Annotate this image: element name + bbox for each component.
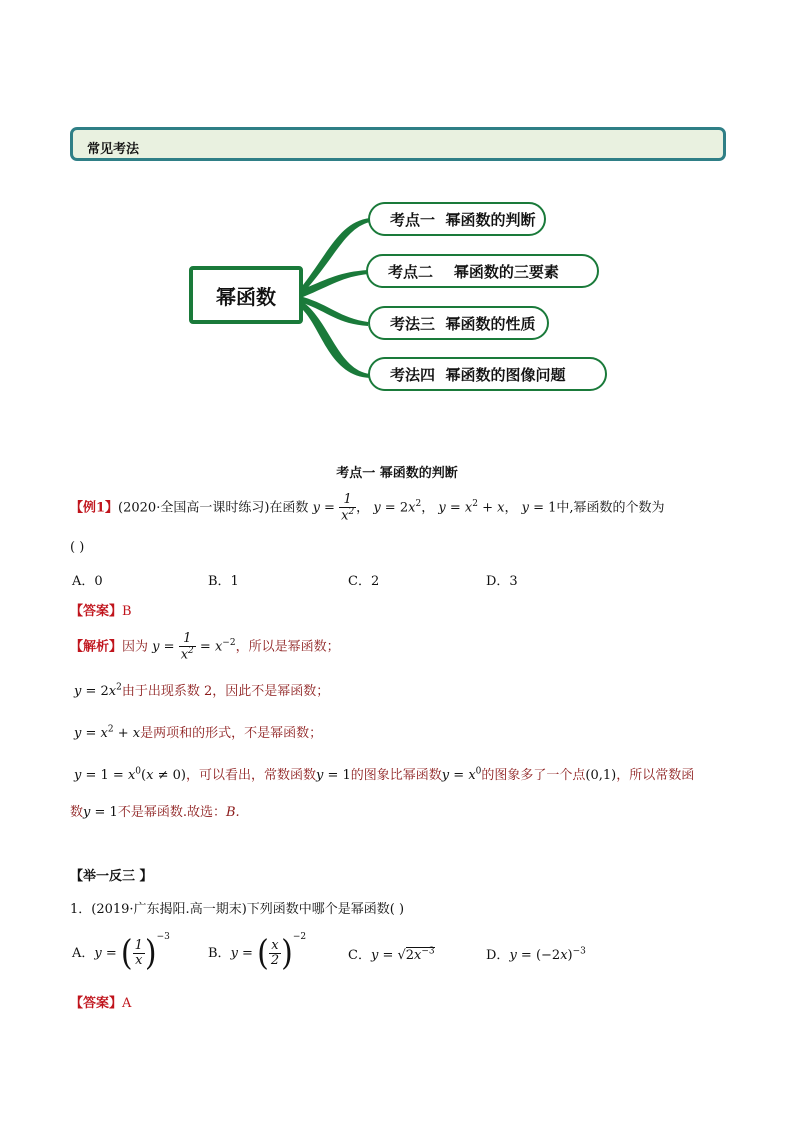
example-blank: ( ) bbox=[70, 540, 85, 555]
practice-question-1: 1．(2019·广东揭阳.高一期末)下列函数中哪个是幂函数( ) bbox=[70, 902, 405, 917]
analysis-label: 【解析】 bbox=[70, 639, 123, 655]
example-source: (2020·全国高一课时练习)在函数 bbox=[118, 500, 309, 516]
analysis-line-5: 数y = 1不是幂函数.故选：B. bbox=[70, 805, 240, 820]
mindmap-branch-4: 考法四 幂函数的图像问题 bbox=[368, 357, 607, 391]
mindmap-root: 幂函数 bbox=[189, 266, 303, 324]
topic-heading: 考点一 幂函数的判断 bbox=[336, 466, 458, 481]
mindmap-branch-2: 考点二 幂函数的三要素 bbox=[366, 254, 599, 288]
practice-option-d: D．$y = (-2x)^{-3}$ bbox=[486, 946, 586, 963]
example-question: 【例1】(2020·全国高一课时练习)在函数 y = $\frac{1}{x^2}$ ， $y = 2x^2$， $y = x^2 + x$， y = 1中,幂函数的个数为 bbox=[70, 492, 665, 523]
mindmap-branch-1: 考点一 幂函数的判断 bbox=[368, 202, 546, 236]
practice-label: 【举一反三 】 bbox=[70, 869, 153, 884]
fraction-1-over-x2: $\frac{1}{x^2}$ bbox=[341, 492, 355, 523]
analysis-line-1: 【解析】因为 y = $\frac{1}{x^2}$ = $x^{-2}$，所以是幂函数； bbox=[70, 631, 340, 662]
example-label: 【例1】 bbox=[70, 500, 119, 516]
option-c: C．2 bbox=[348, 574, 380, 589]
practice-option-c: C．$y = √2x^{-3}$ bbox=[348, 946, 435, 963]
practice-answer: 【答案】A bbox=[70, 996, 132, 1011]
practice-option-b: B．y = ( $\frac{x}{2}$ )$^{-2}$ bbox=[208, 932, 307, 974]
answer-value: B bbox=[122, 604, 132, 619]
answer-line bbox=[70, 600, 132, 619]
analysis-line-3: $y = x^2 + x$是两项和的形式，不是幂函数； bbox=[74, 724, 323, 741]
option-d: D．3 bbox=[486, 574, 518, 589]
option-b: B．1 bbox=[208, 574, 239, 589]
practice-option-a: A．y = ( $\frac{1}{x}$ )$^{-3}$ bbox=[72, 932, 170, 974]
section-title: 常见考法 bbox=[87, 142, 140, 157]
example-tail: 中,幂函数的个数为 bbox=[556, 500, 665, 516]
analysis-line-2: $y = 2x^2$由于出现系数 2，因此不是幂函数； bbox=[74, 682, 330, 699]
answer-label: 【答案】 bbox=[70, 604, 123, 619]
option-a: A．0 bbox=[72, 574, 103, 589]
mindmap-branch-3: 考法三 幂函数的性质 bbox=[368, 306, 549, 340]
analysis-line-4: $y = 1 = x^0(x \ne 0)$，可以看出，常数函数y = 1的图象比幂函数$y = x^0$的图象多了一个点(0,1)，所以常数函 bbox=[74, 766, 695, 783]
